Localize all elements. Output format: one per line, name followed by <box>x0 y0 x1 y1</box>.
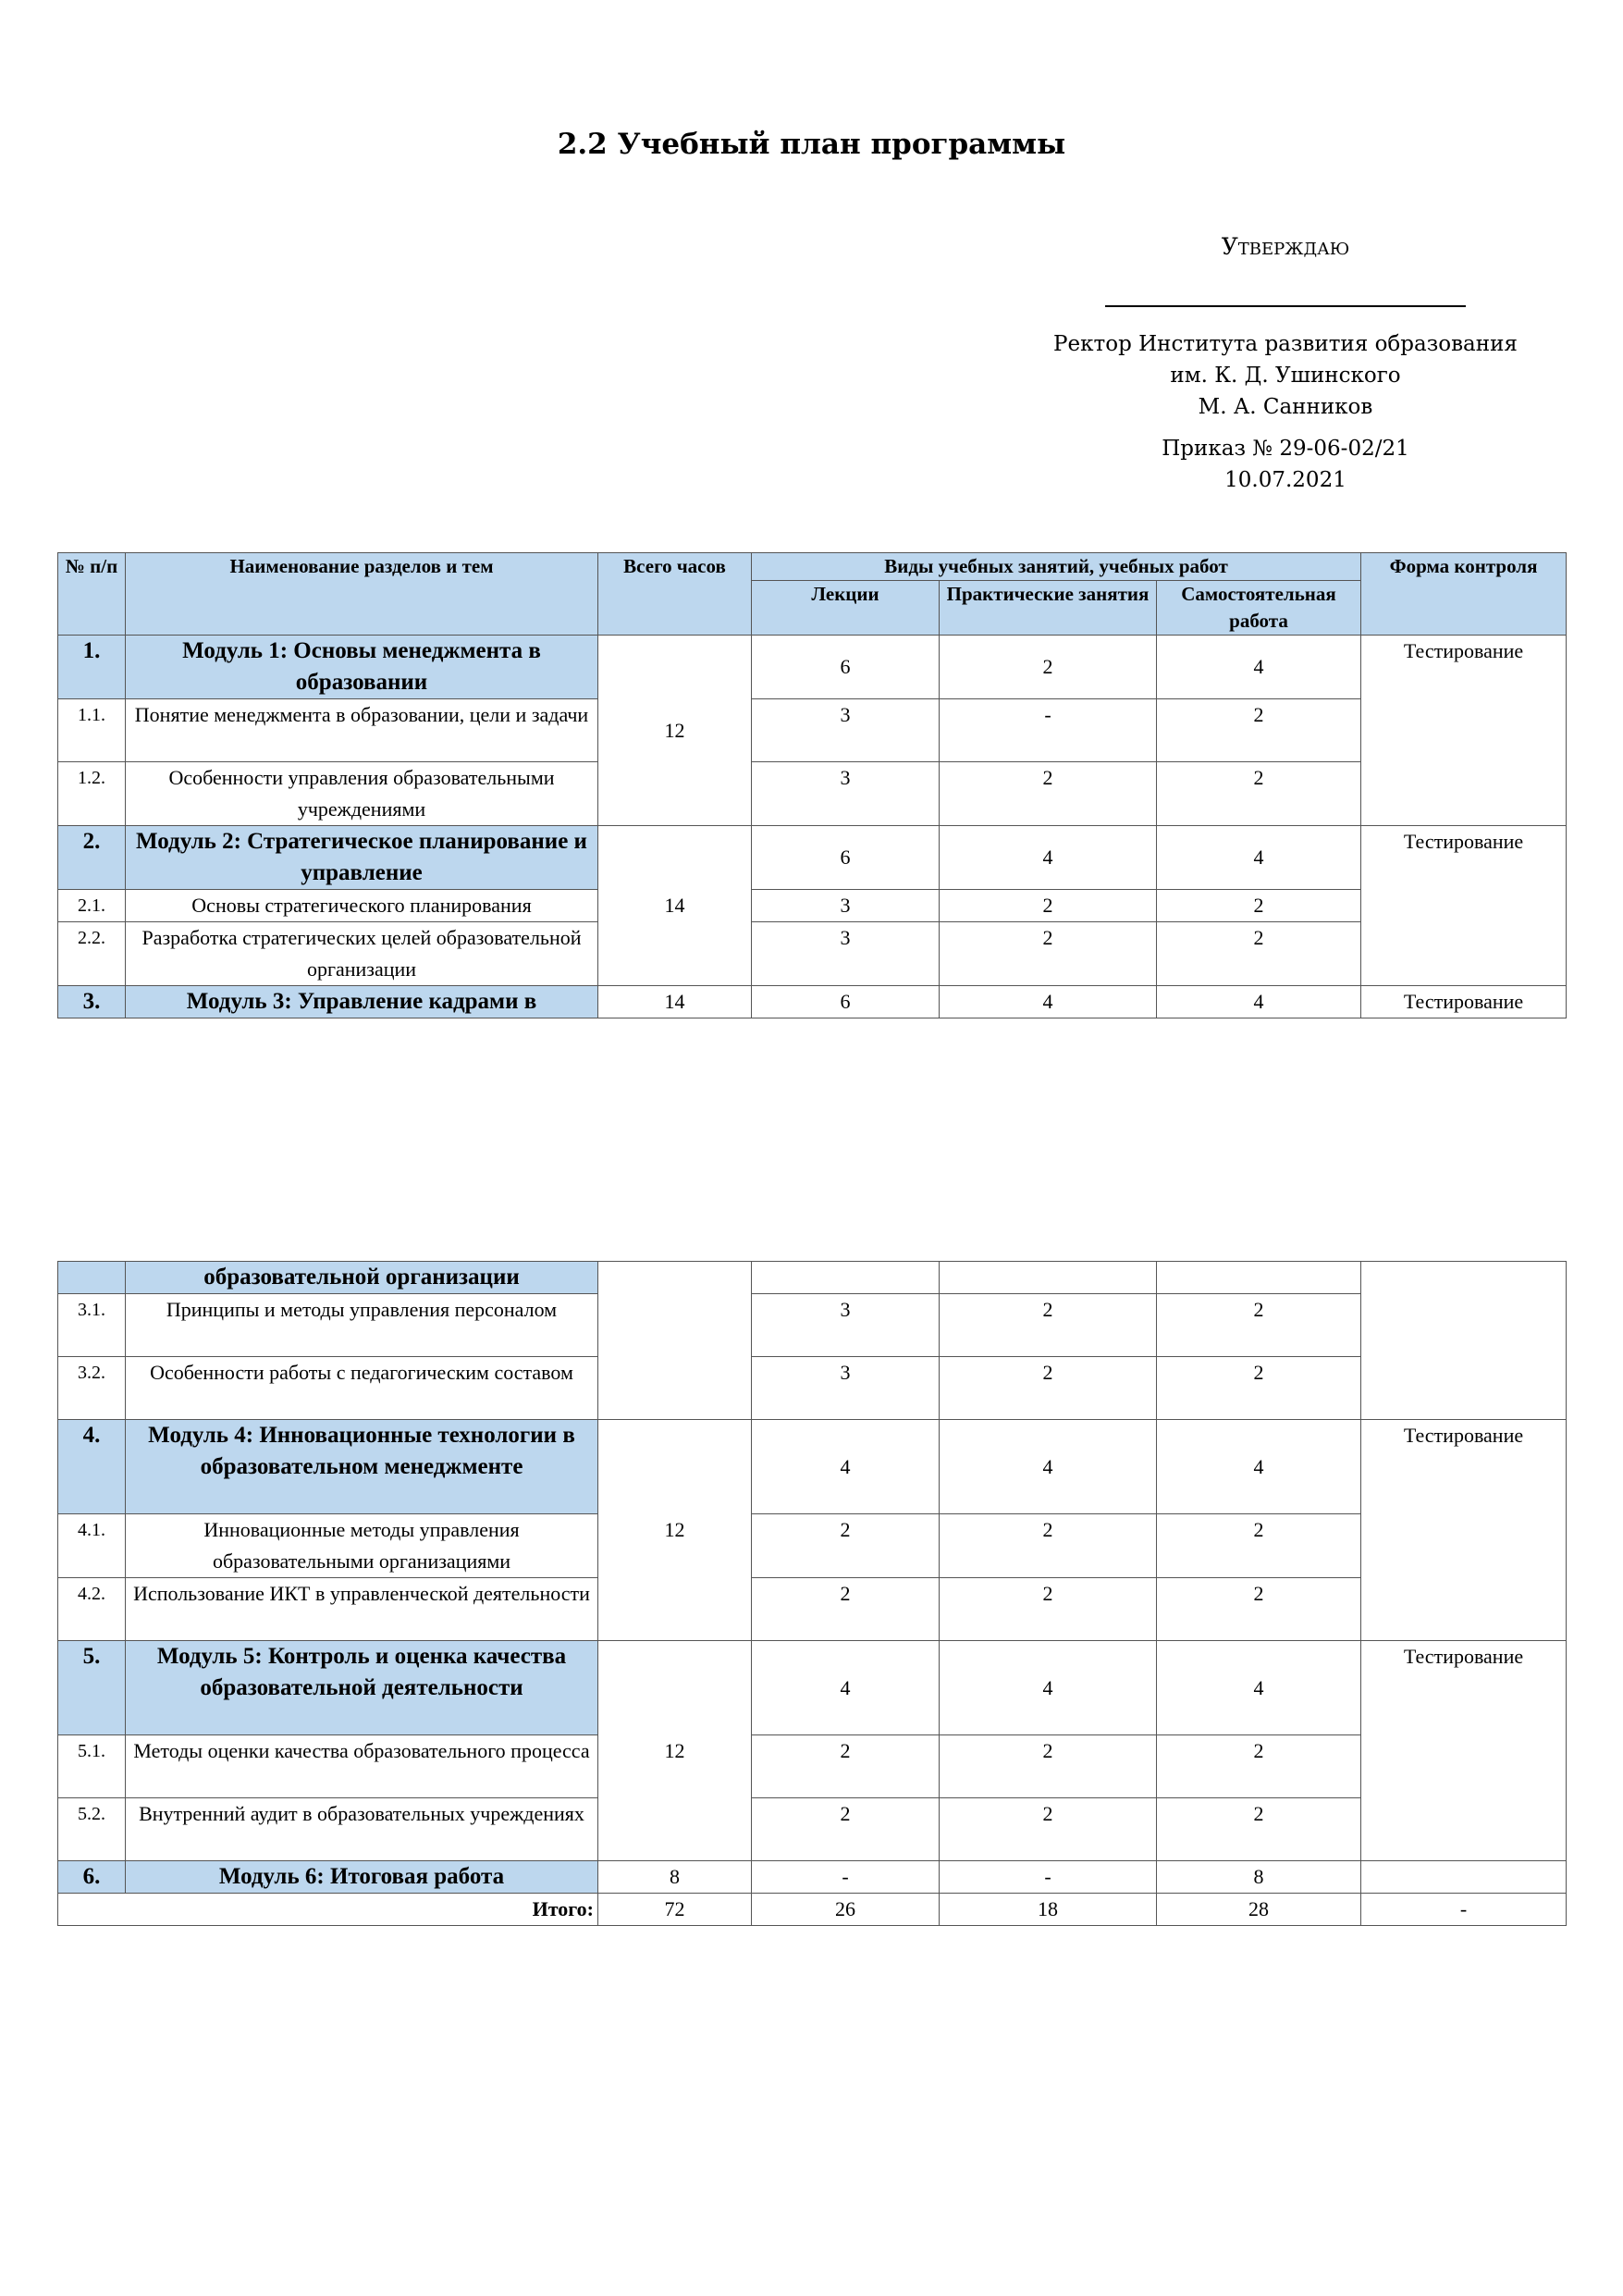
curriculum-table-part-2 <box>57 1261 1567 1926</box>
row-selfwork: 2 <box>1157 1514 1361 1578</box>
row-practice: 2 <box>940 762 1157 826</box>
row-total: 14 <box>598 986 752 1018</box>
row-name: Внутренний аудит в образовательных учреждениях <box>126 1798 598 1861</box>
totals-practice: 18 <box>940 1894 1157 1926</box>
header-total: Всего часов <box>598 553 752 636</box>
totals-lectures: 26 <box>752 1894 940 1926</box>
row-selfwork: 2 <box>1157 1578 1361 1641</box>
header-num: № п/п <box>58 553 126 636</box>
row-lectures: 4 <box>752 1420 940 1514</box>
row-name: Модуль 5: Контроль и оценка качества образовательной деятельности <box>126 1641 598 1735</box>
header-lectures: Лекции <box>752 581 940 636</box>
row-selfwork: 2 <box>1157 890 1361 922</box>
header-practice: Практические занятия <box>940 581 1157 636</box>
row-selfwork: 4 <box>1157 1641 1361 1735</box>
approval-institute: им. К. Д. Ушинского <box>1170 364 1401 388</box>
row-lectures: 2 <box>752 1735 940 1798</box>
table-row <box>58 1357 1567 1420</box>
table-row <box>58 890 1567 922</box>
row-lectures: - <box>752 1861 940 1894</box>
totals-total: 72 <box>598 1894 752 1926</box>
row-lectures <box>752 1262 940 1294</box>
row-selfwork: 2 <box>1157 1735 1361 1798</box>
table-row <box>58 1798 1567 1861</box>
approval-position: Ректор Института развития образования <box>1053 332 1518 356</box>
row-practice: 2 <box>940 1578 1157 1641</box>
order-date: 10.07.2021 <box>1224 468 1346 492</box>
row-num: 3. <box>58 986 126 1018</box>
row-num: 4.1. <box>58 1514 126 1578</box>
table-row <box>58 762 1567 826</box>
row-lectures: 6 <box>752 636 940 699</box>
order-number: Приказ № 29-06-02/21 <box>1162 437 1409 461</box>
row-name: Особенности работы с педагогическим составом <box>126 1357 598 1420</box>
row-lectures: 6 <box>752 826 940 890</box>
row-num: 3.1. <box>58 1294 126 1357</box>
table-row <box>58 986 1567 1018</box>
row-selfwork: 2 <box>1157 922 1361 986</box>
row-practice: 2 <box>940 636 1157 699</box>
page-title: 2.2 Учебный план программы <box>557 128 1066 161</box>
row-selfwork <box>1157 1262 1361 1294</box>
totals-label: Итого: <box>58 1894 598 1926</box>
row-name: Принципы и методы управления персоналом <box>126 1294 598 1357</box>
header-control: Форма контроля <box>1361 553 1567 636</box>
row-practice: 2 <box>940 1294 1157 1357</box>
row-lectures: 2 <box>752 1798 940 1861</box>
row-lectures: 3 <box>752 699 940 762</box>
row-total: 8 <box>598 1861 752 1894</box>
row-selfwork: 4 <box>1157 1420 1361 1514</box>
row-lectures: 3 <box>752 1357 940 1420</box>
row-name: Модуль 2: Стратегическое планирование и управление <box>126 826 598 890</box>
row-num: 2.1. <box>58 890 126 922</box>
row-num: 6. <box>58 1861 126 1894</box>
row-control: Тестирование <box>1361 1641 1567 1861</box>
table-row <box>58 1578 1567 1641</box>
totals-control: - <box>1361 1894 1567 1926</box>
table-row <box>58 1514 1567 1578</box>
row-selfwork: 2 <box>1157 1294 1361 1357</box>
row-practice: 2 <box>940 922 1157 986</box>
row-name: Использование ИКТ в управленческой деятельности <box>126 1578 598 1641</box>
table-row <box>58 922 1567 986</box>
row-num <box>58 1262 126 1294</box>
row-practice: 4 <box>940 826 1157 890</box>
row-name: Модуль 6: Итоговая работа <box>126 1861 598 1894</box>
table-row <box>58 826 1567 890</box>
row-name: образовательной организации <box>126 1262 598 1294</box>
row-lectures: 3 <box>752 1294 940 1357</box>
row-practice: 2 <box>940 1798 1157 1861</box>
curriculum-table-part-1 <box>57 552 1567 1018</box>
row-lectures: 2 <box>752 1514 940 1578</box>
row-num: 1. <box>58 636 126 699</box>
row-num: 1.1. <box>58 699 126 762</box>
totals-selfwork: 28 <box>1157 1894 1361 1926</box>
table-row <box>58 699 1567 762</box>
row-selfwork: 2 <box>1157 1357 1361 1420</box>
row-name: Основы стратегического планирования <box>126 890 598 922</box>
header-selfwork: Самостоятельная работа <box>1157 581 1361 636</box>
row-selfwork: 4 <box>1157 636 1361 699</box>
row-name: Модуль 3: Управление кадрами в <box>126 986 598 1018</box>
row-num: 4. <box>58 1420 126 1514</box>
row-practice <box>940 1262 1157 1294</box>
table-row <box>58 1861 1567 1894</box>
row-total: 12 <box>598 636 752 826</box>
row-practice: 2 <box>940 890 1157 922</box>
row-num: 5. <box>58 1641 126 1735</box>
row-practice: 2 <box>940 1735 1157 1798</box>
row-name: Особенности управления образовательными учреждениями <box>126 762 598 826</box>
row-control: Тестирование <box>1361 986 1567 1018</box>
row-practice: - <box>940 1861 1157 1894</box>
row-lectures: 6 <box>752 986 940 1018</box>
row-num: 2. <box>58 826 126 890</box>
row-total: 14 <box>598 826 752 986</box>
row-total: 12 <box>598 1420 752 1641</box>
row-selfwork: 2 <box>1157 699 1361 762</box>
row-name: Модуль 4: Инновационные технологии в образовательном менеджменте <box>126 1420 598 1514</box>
row-practice: 4 <box>940 986 1157 1018</box>
row-control: Тестирование <box>1361 1420 1567 1641</box>
row-practice: - <box>940 699 1157 762</box>
table-row <box>58 1420 1567 1514</box>
row-selfwork: 2 <box>1157 1798 1361 1861</box>
row-num: 3.2. <box>58 1357 126 1420</box>
row-lectures: 3 <box>752 922 940 986</box>
row-num: 2.2. <box>58 922 126 986</box>
row-total: 12 <box>598 1641 752 1861</box>
table-row <box>58 1641 1567 1735</box>
header-name: Наименование разделов и тем <box>126 553 598 636</box>
approval-order <box>1027 433 1544 496</box>
row-total <box>598 1262 752 1420</box>
header-types: Виды учебных занятий, учебных работ <box>752 553 1361 581</box>
row-lectures: 2 <box>752 1578 940 1641</box>
table-row <box>58 636 1567 699</box>
row-name: Методы оценки качества образовательного процесса <box>126 1735 598 1798</box>
table-row <box>58 1262 1567 1294</box>
table-row <box>58 1294 1567 1357</box>
row-lectures: 4 <box>752 1641 940 1735</box>
row-control: Тестирование <box>1361 636 1567 826</box>
signature-line <box>1027 281 1544 316</box>
row-practice: 4 <box>940 1641 1157 1735</box>
row-practice: 4 <box>940 1420 1157 1514</box>
row-control <box>1361 1861 1567 1894</box>
approval-person <box>1027 328 1544 423</box>
row-name: Инновационные методы управления образовательными организациями <box>126 1514 598 1578</box>
row-control <box>1361 1262 1567 1420</box>
row-selfwork: 2 <box>1157 762 1361 826</box>
row-lectures: 3 <box>752 762 940 826</box>
row-control: Тестирование <box>1361 826 1567 986</box>
row-selfwork: 4 <box>1157 826 1361 890</box>
row-name: Разработка стратегических целей образовательной организации <box>126 922 598 986</box>
row-num: 5.1. <box>58 1735 126 1798</box>
totals-row <box>58 1894 1567 1926</box>
row-name: Понятие менеджмента в образовании, цели и задачи <box>126 699 598 762</box>
row-num: 1.2. <box>58 762 126 826</box>
row-lectures: 3 <box>752 890 940 922</box>
approval-name: М. А. Санников <box>1198 395 1373 419</box>
row-num: 4.2. <box>58 1578 126 1641</box>
row-practice: 2 <box>940 1514 1157 1578</box>
row-num: 5.2. <box>58 1798 126 1861</box>
table-row <box>58 1735 1567 1798</box>
row-selfwork: 4 <box>1157 986 1361 1018</box>
row-selfwork: 8 <box>1157 1861 1361 1894</box>
row-practice: 2 <box>940 1357 1157 1420</box>
approval-word: Утверждаю <box>1221 233 1350 260</box>
row-name: Модуль 1: Основы менеджмента в образовании <box>126 636 598 699</box>
